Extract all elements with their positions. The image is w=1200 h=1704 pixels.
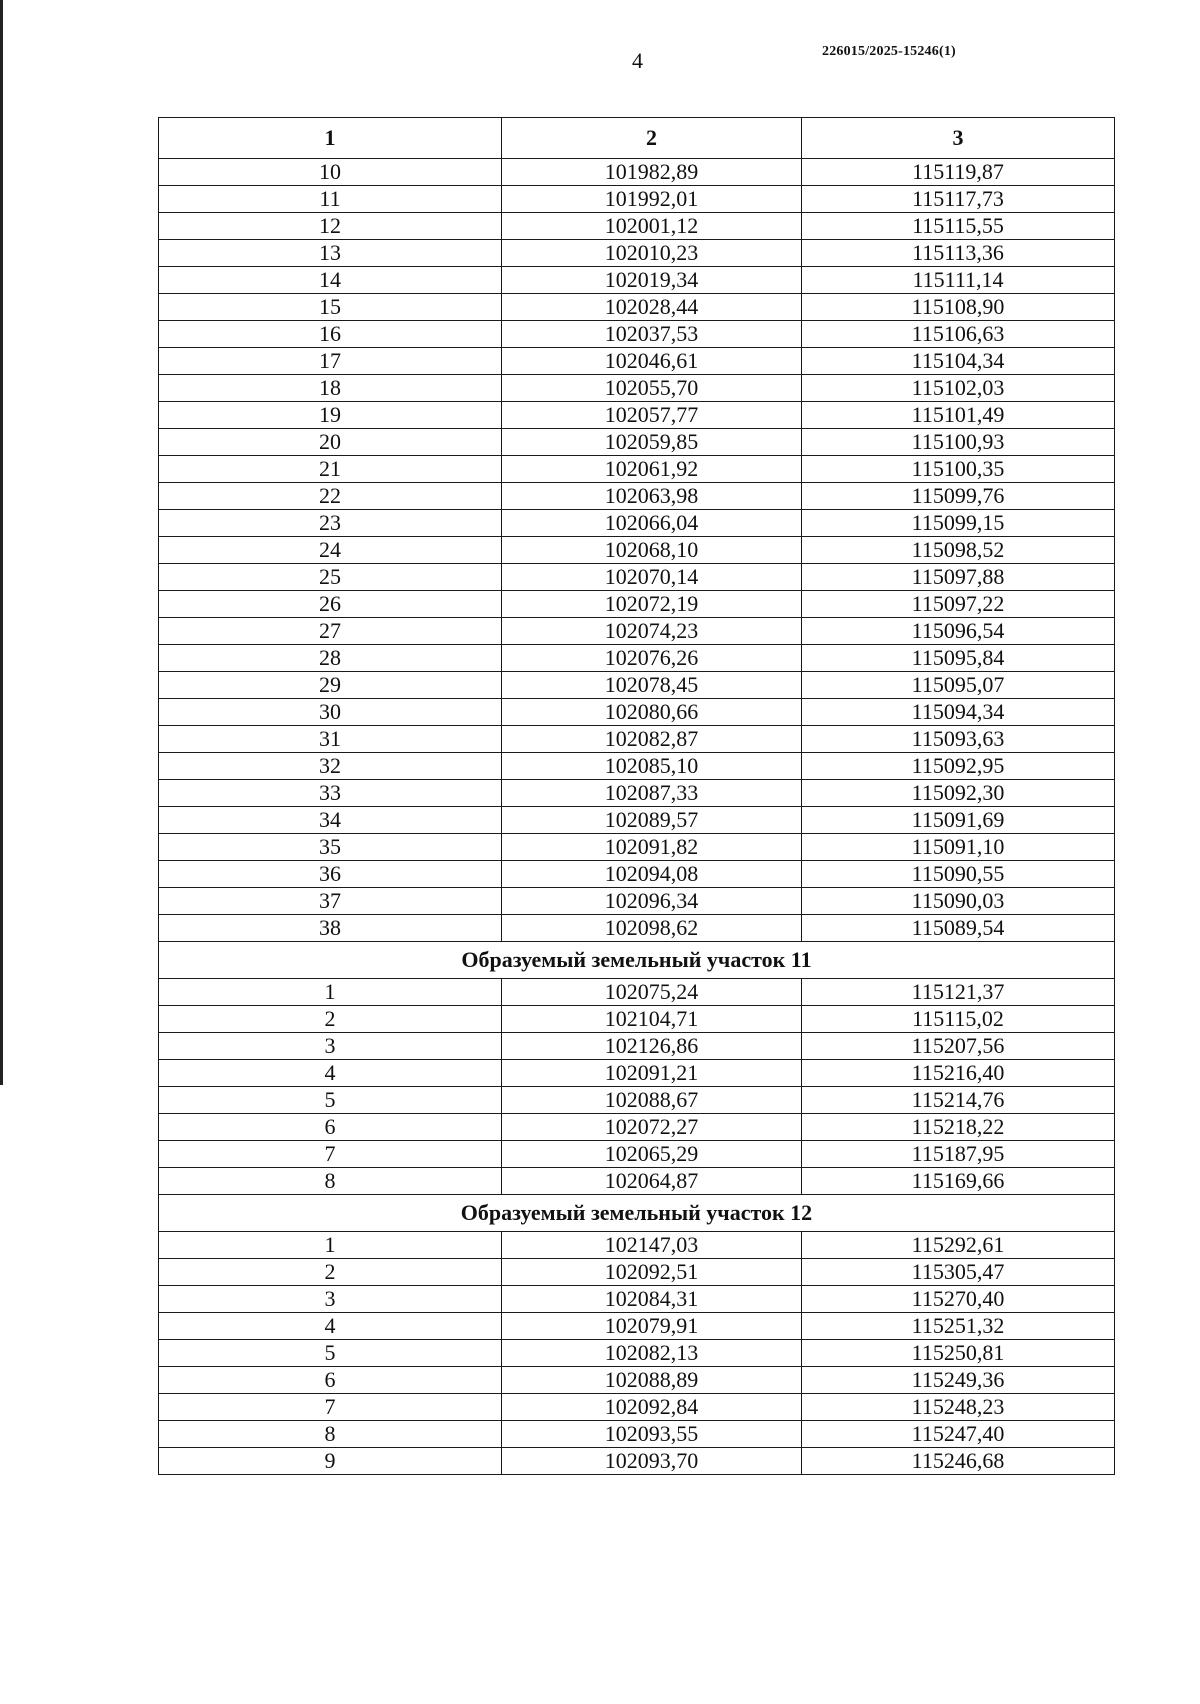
y-coordinate-cell: 115246,68	[802, 1448, 1115, 1475]
x-coordinate-cell: 102070,14	[502, 564, 802, 591]
point-number-cell: 11	[159, 186, 502, 213]
table-row	[159, 429, 1115, 456]
column-header: 3	[802, 118, 1115, 159]
y-coordinate-cell: 115104,34	[802, 348, 1115, 375]
point-number-cell: 13	[159, 240, 502, 267]
y-coordinate-cell: 115251,32	[802, 1313, 1115, 1340]
table-row	[159, 834, 1115, 861]
point-number-cell: 33	[159, 780, 502, 807]
x-coordinate-cell: 102080,66	[502, 699, 802, 726]
section-title: Образуемый земельный участок 11	[159, 942, 1115, 979]
table-row	[159, 1141, 1115, 1168]
point-number-cell: 38	[159, 915, 502, 942]
point-number-cell: 4	[159, 1313, 502, 1340]
table-row	[159, 456, 1115, 483]
x-coordinate-cell: 102078,45	[502, 672, 802, 699]
x-coordinate-cell: 102055,70	[502, 375, 802, 402]
x-coordinate-cell: 102084,31	[502, 1286, 802, 1313]
point-number-cell: 3	[159, 1286, 502, 1313]
point-number-cell: 1	[159, 1232, 502, 1259]
x-coordinate-cell: 102061,92	[502, 456, 802, 483]
table-row	[159, 591, 1115, 618]
table-row	[159, 1448, 1115, 1475]
table-row	[159, 1087, 1115, 1114]
section-title: Образуемый земельный участок 12	[159, 1195, 1115, 1232]
column-header: 2	[502, 118, 802, 159]
y-coordinate-cell: 115092,30	[802, 780, 1115, 807]
point-number-cell: 12	[159, 213, 502, 240]
point-number-cell: 23	[159, 510, 502, 537]
x-coordinate-cell: 102088,67	[502, 1087, 802, 1114]
point-number-cell: 10	[159, 159, 502, 186]
y-coordinate-cell: 115207,56	[802, 1033, 1115, 1060]
x-coordinate-cell: 101982,89	[502, 159, 802, 186]
y-coordinate-cell: 115100,93	[802, 429, 1115, 456]
y-coordinate-cell: 115117,73	[802, 186, 1115, 213]
page-edge-rule	[0, 0, 3, 1085]
y-coordinate-cell: 115119,87	[802, 159, 1115, 186]
x-coordinate-cell: 102092,51	[502, 1259, 802, 1286]
y-coordinate-cell: 115091,10	[802, 834, 1115, 861]
point-number-cell: 3	[159, 1033, 502, 1060]
point-number-cell: 9	[159, 1448, 502, 1475]
point-number-cell: 19	[159, 402, 502, 429]
y-coordinate-cell: 115091,69	[802, 807, 1115, 834]
y-coordinate-cell: 115090,55	[802, 861, 1115, 888]
point-number-cell: 26	[159, 591, 502, 618]
table-row	[159, 402, 1115, 429]
table-row	[159, 618, 1115, 645]
x-coordinate-cell: 102001,12	[502, 213, 802, 240]
point-number-cell: 24	[159, 537, 502, 564]
table-row	[159, 1421, 1115, 1448]
y-coordinate-cell: 115095,84	[802, 645, 1115, 672]
y-coordinate-cell: 115101,49	[802, 402, 1115, 429]
y-coordinate-cell: 115270,40	[802, 1286, 1115, 1313]
table-row	[159, 726, 1115, 753]
point-number-cell: 2	[159, 1259, 502, 1286]
y-coordinate-cell: 115098,52	[802, 537, 1115, 564]
y-coordinate-cell: 115102,03	[802, 375, 1115, 402]
x-coordinate-cell: 102089,57	[502, 807, 802, 834]
x-coordinate-cell: 102019,34	[502, 267, 802, 294]
point-number-cell: 27	[159, 618, 502, 645]
y-coordinate-cell: 115096,54	[802, 618, 1115, 645]
point-number-cell: 28	[159, 645, 502, 672]
point-number-cell: 8	[159, 1421, 502, 1448]
point-number-cell: 22	[159, 483, 502, 510]
x-coordinate-cell: 102079,91	[502, 1313, 802, 1340]
point-number-cell: 8	[159, 1168, 502, 1195]
point-number-cell: 14	[159, 267, 502, 294]
point-number-cell: 18	[159, 375, 502, 402]
y-coordinate-cell: 115093,63	[802, 726, 1115, 753]
y-coordinate-cell: 115218,22	[802, 1114, 1115, 1141]
table-row	[159, 348, 1115, 375]
x-coordinate-cell: 102093,70	[502, 1448, 802, 1475]
point-number-cell: 15	[159, 294, 502, 321]
y-coordinate-cell: 115099,15	[802, 510, 1115, 537]
table-row	[159, 1313, 1115, 1340]
point-number-cell: 20	[159, 429, 502, 456]
table-row	[159, 537, 1115, 564]
document-id: 226015/2025-15246(1)	[822, 44, 956, 59]
x-coordinate-cell: 102075,24	[502, 979, 802, 1006]
y-coordinate-cell: 115249,36	[802, 1367, 1115, 1394]
table-row	[159, 240, 1115, 267]
y-coordinate-cell: 115099,76	[802, 483, 1115, 510]
point-number-cell: 29	[159, 672, 502, 699]
table-row	[159, 645, 1115, 672]
column-header: 1	[159, 118, 502, 159]
table-row	[159, 1006, 1115, 1033]
y-coordinate-cell: 115216,40	[802, 1060, 1115, 1087]
table-row	[159, 1232, 1115, 1259]
x-coordinate-cell: 102065,29	[502, 1141, 802, 1168]
x-coordinate-cell: 102074,23	[502, 618, 802, 645]
y-coordinate-cell: 115250,81	[802, 1340, 1115, 1367]
x-coordinate-cell: 102057,77	[502, 402, 802, 429]
table-row	[159, 375, 1115, 402]
x-coordinate-cell: 102059,85	[502, 429, 802, 456]
x-coordinate-cell: 101992,01	[502, 186, 802, 213]
table-row	[159, 861, 1115, 888]
point-number-cell: 6	[159, 1114, 502, 1141]
table-row	[159, 186, 1115, 213]
x-coordinate-cell: 102088,89	[502, 1367, 802, 1394]
x-coordinate-cell: 102126,86	[502, 1033, 802, 1060]
point-number-cell: 2	[159, 1006, 502, 1033]
y-coordinate-cell: 115187,95	[802, 1141, 1115, 1168]
table-row	[159, 1340, 1115, 1367]
y-coordinate-cell: 115097,22	[802, 591, 1115, 618]
table-body	[159, 159, 1115, 1475]
x-coordinate-cell: 102082,87	[502, 726, 802, 753]
table-row	[159, 159, 1115, 186]
point-number-cell: 37	[159, 888, 502, 915]
x-coordinate-cell: 102028,44	[502, 294, 802, 321]
x-coordinate-cell: 102098,62	[502, 915, 802, 942]
y-coordinate-cell: 115115,02	[802, 1006, 1115, 1033]
table-row	[159, 1168, 1115, 1195]
y-coordinate-cell: 115092,95	[802, 753, 1115, 780]
table-row	[159, 1114, 1115, 1141]
point-number-cell: 17	[159, 348, 502, 375]
table-row	[159, 1394, 1115, 1421]
y-coordinate-cell: 115248,23	[802, 1394, 1115, 1421]
coordinates-table	[158, 117, 1115, 1475]
point-number-cell: 7	[159, 1141, 502, 1168]
y-coordinate-cell: 115090,03	[802, 888, 1115, 915]
table-row	[159, 888, 1115, 915]
y-coordinate-cell: 115115,55	[802, 213, 1115, 240]
point-number-cell: 21	[159, 456, 502, 483]
x-coordinate-cell: 102037,53	[502, 321, 802, 348]
x-coordinate-cell: 102010,23	[502, 240, 802, 267]
x-coordinate-cell: 102147,03	[502, 1232, 802, 1259]
table-row	[159, 294, 1115, 321]
table-header-row	[159, 118, 1115, 159]
x-coordinate-cell: 102072,19	[502, 591, 802, 618]
y-coordinate-cell: 115292,61	[802, 1232, 1115, 1259]
y-coordinate-cell: 115169,66	[802, 1168, 1115, 1195]
table-row	[159, 915, 1115, 942]
x-coordinate-cell: 102093,55	[502, 1421, 802, 1448]
point-number-cell: 30	[159, 699, 502, 726]
y-coordinate-cell: 115106,63	[802, 321, 1115, 348]
x-coordinate-cell: 102072,27	[502, 1114, 802, 1141]
point-number-cell: 36	[159, 861, 502, 888]
y-coordinate-cell: 115097,88	[802, 564, 1115, 591]
table-row	[159, 1367, 1115, 1394]
table-row	[159, 1060, 1115, 1087]
point-number-cell: 32	[159, 753, 502, 780]
point-number-cell: 7	[159, 1394, 502, 1421]
x-coordinate-cell: 102064,87	[502, 1168, 802, 1195]
x-coordinate-cell: 102066,04	[502, 510, 802, 537]
table-row	[159, 672, 1115, 699]
x-coordinate-cell: 102092,84	[502, 1394, 802, 1421]
table-row	[159, 699, 1115, 726]
x-coordinate-cell: 102082,13	[502, 1340, 802, 1367]
point-number-cell: 5	[159, 1087, 502, 1114]
y-coordinate-cell: 115121,37	[802, 979, 1115, 1006]
table-row	[159, 321, 1115, 348]
point-number-cell: 34	[159, 807, 502, 834]
point-number-cell: 1	[159, 979, 502, 1006]
table-row	[159, 780, 1115, 807]
x-coordinate-cell: 102104,71	[502, 1006, 802, 1033]
x-coordinate-cell: 102094,08	[502, 861, 802, 888]
y-coordinate-cell: 115113,36	[802, 240, 1115, 267]
table-row	[159, 979, 1115, 1006]
x-coordinate-cell: 102068,10	[502, 537, 802, 564]
x-coordinate-cell: 102046,61	[502, 348, 802, 375]
point-number-cell: 25	[159, 564, 502, 591]
table-row	[159, 753, 1115, 780]
y-coordinate-cell: 115094,34	[802, 699, 1115, 726]
table-row	[159, 267, 1115, 294]
y-coordinate-cell: 115100,35	[802, 456, 1115, 483]
section-header-row	[159, 1195, 1115, 1232]
y-coordinate-cell: 115108,90	[802, 294, 1115, 321]
y-coordinate-cell: 115095,07	[802, 672, 1115, 699]
section-header-row	[159, 942, 1115, 979]
point-number-cell: 31	[159, 726, 502, 753]
table-row	[159, 564, 1115, 591]
x-coordinate-cell: 102087,33	[502, 780, 802, 807]
y-coordinate-cell: 115111,14	[802, 267, 1115, 294]
x-coordinate-cell: 102091,21	[502, 1060, 802, 1087]
point-number-cell: 16	[159, 321, 502, 348]
point-number-cell: 4	[159, 1060, 502, 1087]
table-row	[159, 1286, 1115, 1313]
table-row	[159, 213, 1115, 240]
point-number-cell: 35	[159, 834, 502, 861]
x-coordinate-cell: 102063,98	[502, 483, 802, 510]
point-number-cell: 6	[159, 1367, 502, 1394]
table-row	[159, 483, 1115, 510]
y-coordinate-cell: 115305,47	[802, 1259, 1115, 1286]
table-row	[159, 1033, 1115, 1060]
y-coordinate-cell: 115089,54	[802, 915, 1115, 942]
point-number-cell: 5	[159, 1340, 502, 1367]
x-coordinate-cell: 102096,34	[502, 888, 802, 915]
table-row	[159, 1259, 1115, 1286]
table-row	[159, 510, 1115, 537]
x-coordinate-cell: 102085,10	[502, 753, 802, 780]
y-coordinate-cell: 115247,40	[802, 1421, 1115, 1448]
table-row	[159, 807, 1115, 834]
x-coordinate-cell: 102076,26	[502, 645, 802, 672]
y-coordinate-cell: 115214,76	[802, 1087, 1115, 1114]
page-number: 4	[632, 48, 643, 73]
x-coordinate-cell: 102091,82	[502, 834, 802, 861]
